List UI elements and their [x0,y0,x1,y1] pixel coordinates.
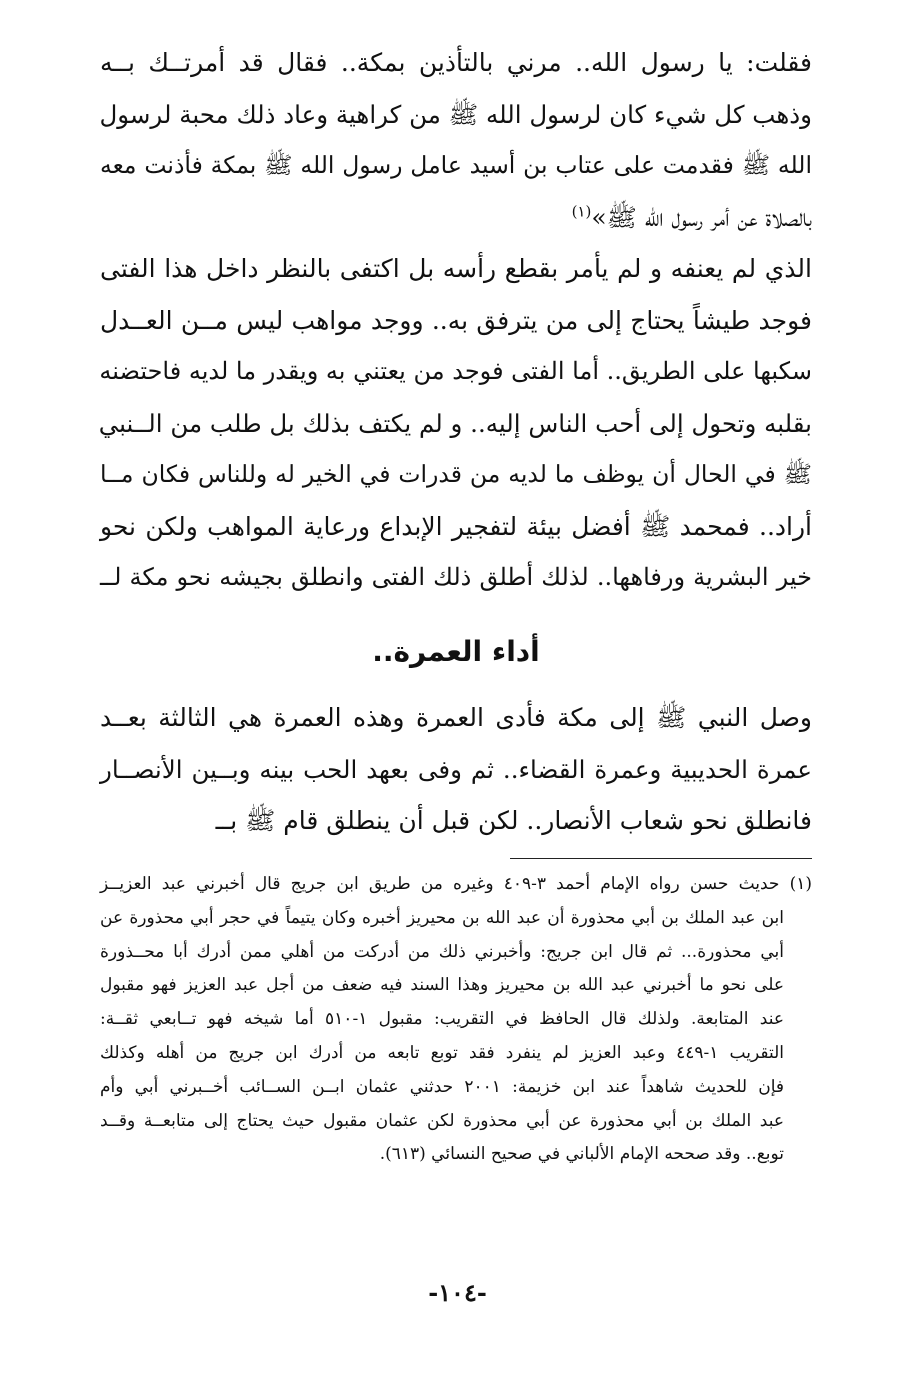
footnote-reference: (١) [571,202,592,221]
footnote-line: التقريب ١-٤٤٩ وعبد العزيز لم ينفرد فقد توبع تابعه من أدرك ابن جريج من أهله وكذلك [100,1042,784,1063]
footnote-line: فإن للحديث شاهداً عند ابن خزيمة: ٢٠٠١ حدثني عثمان ابــن الســائب أخــبرني أبي وأم [100,1076,784,1097]
text-line: فوجد طيشاً يحتاج إلى من يترفق به.. ووجد مواهب ليس مــن العــدل [100,305,812,335]
text-line: فقلت: يا رسول الله.. مرني بالتأذين بمكة.. فقال قد أمرتــك بــه [100,48,812,77]
paragraph-hadith-quote [100,37,812,243]
text-line: وذهب كل شيء كان لرسول الله ﷺ من كراهية وعاد ذلك محبة لرسول [99,99,812,129]
text-line: سكبها على الطريق.. أما الفتى فوجد من يعتني به ويقدر ما لديه فاحتضنه [99,357,812,385]
footnote-line: ابن عبد الملك بن أبي محذورة أن عبد الله بن محيريز أخبره وكان يتيماً في حجر أبي محذورة عن [100,907,784,928]
text-line: ﷺ في الحال أن يوظف ما لديه من قدرات في الخير له وللناس فكان مــا [100,460,812,488]
paragraph-umrah [100,692,812,847]
footnote [100,868,812,1172]
footnote-line: (١) حديث حسن رواه الإمام أحمد ٣-٤٠٩ وغيره من طريق ابن جريج قال أخبرني عبد العزيــز [100,874,812,894]
section-heading: أداء العمرة.. [372,635,540,668]
text-line: خير البشرية ورفاهها.. لذلك أطلق ذلك الفتى وانطلق بجيشه نحو مكة لــ [100,563,812,591]
paragraph-commentary [100,243,812,604]
text-line [100,192,812,244]
text-line-content: بالصلاة عن أمر رسول الله ﷺ» [591,202,812,232]
text-line: الذي لم يعنفه و لم يأمر بقطع رأسه بل اكتفى بالنظر داخل هذا الفتى [100,254,812,283]
text-line: عمرة الحديبية وعمرة القضاء.. ثم وفى بعهد الحب بينه وبــين الأنصــار [100,754,812,784]
text-line: أراد.. فمحمد ﷺ أفضل بيئة لتفجير الإبداع ورعاية المواهب ولكن نحو [100,511,812,541]
text-line: فانطلق نحو شعاب الأنصار.. لكن قبل أن ينطلق قام ﷺ بــ [215,806,812,835]
footnote-line: عند المتابعة. ولذلك قال الحافظ في التقريب: مقبول ١-٥١٠ أما شيخه فهو تــابعي ثقــة: [100,1009,784,1030]
page-number: -١٠٤- [428,1278,487,1307]
footnote-line: أبي محذورة... ثم قال ابن جريج: وأخبرني ذلك من أدركت من أهلي ممن أدرك أبا محــذورة [100,941,784,962]
text-line: الله ﷺ فقدمت على عتاب بن أسيد عامل رسول الله ﷺ بمكة فأذنت معه [100,151,812,179]
footnote-line: عبد الملك بن أبي محذورة عن أبي محذورة لكن عثمان مقبول حيث يحتاج إلى متابعــة وقــد [100,1110,784,1131]
text-line: بقلبه وتحول إلى أحب الناس إليه.. و لم يكتف بذلك بل طلب من الــنبي [98,408,812,438]
footnote-divider [510,858,812,859]
text-line: وصل النبي ﷺ إلى مكة فأدى العمرة وهذه العمرة هي الثالثة بعــد [100,703,812,732]
footnote-line: توبع.. وقد صححه الإمام الألباني في صحيح النسائي (٦١٣). [379,1144,784,1165]
footnote-line: على نحو ما أخبرني عبد الله بن محيريز وهذا السند فيه ضعف من أجل عبد العزيز فهو مقبول [100,975,784,996]
